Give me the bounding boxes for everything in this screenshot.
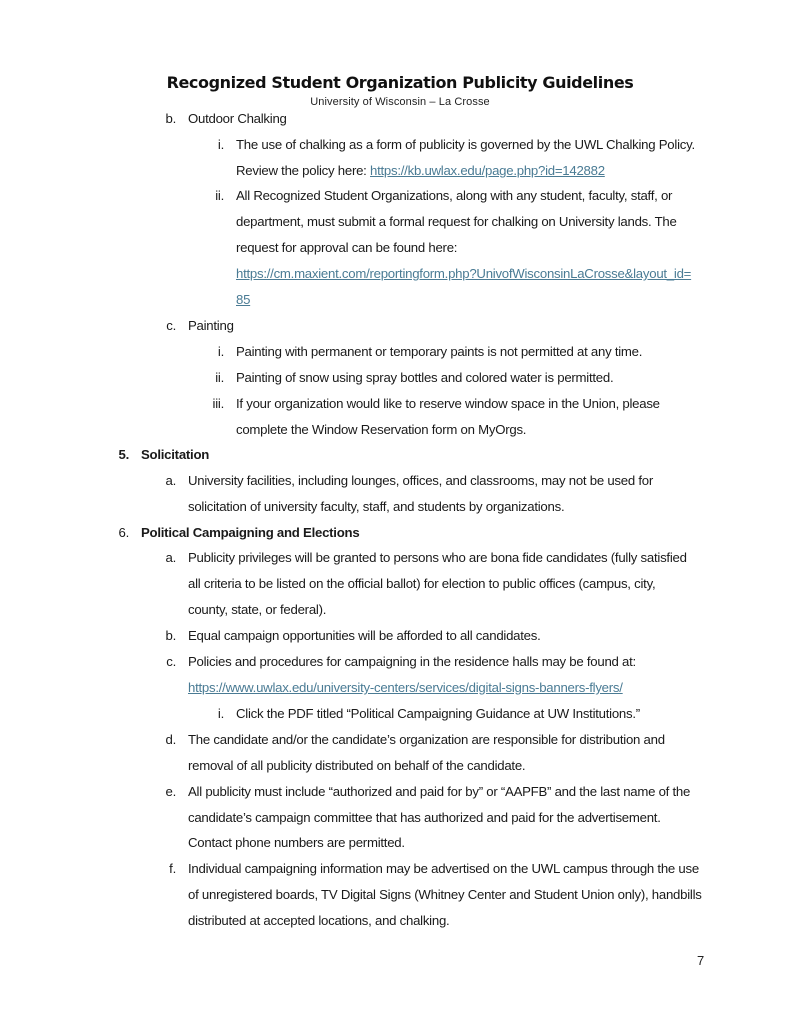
list-item-text: removal of all publicity distributed on behalf of the candidate.: [188, 758, 526, 773]
list-item-text: Individual campaigning information may be advertised on the UWL campus through the use: [188, 861, 699, 876]
campaigning-policies-link[interactable]: https://www.uwlax.edu/university-centers/services/digital-signs-banners-flyers/: [188, 680, 623, 695]
list-item-text: of unregistered boards, TV Digital Signs (Whitney Center and Student Union only), handbills: [188, 887, 702, 902]
list-item-text: request for approval can be found here:: [236, 240, 458, 255]
list-marker: b.: [165, 628, 176, 643]
list-item-text: Policies and procedures for campaigning in the residence halls may be found at:: [188, 654, 636, 669]
section-heading-outdoor-chalking: Outdoor Chalking: [188, 111, 287, 126]
section-heading-solicitation: Solicitation: [141, 447, 210, 462]
chalking-request-link-continued[interactable]: 85: [236, 292, 251, 307]
section-number: 5.: [118, 447, 129, 462]
list-marker: iii.: [212, 396, 224, 411]
list-item-text: Painting with permanent or temporary paints is not permitted at any time.: [236, 344, 643, 359]
list-item-text: solicitation of university faculty, staff, and students by organizations.: [188, 499, 565, 514]
chalking-policy-link[interactable]: https://kb.uwlax.edu/page.php?id=142882: [370, 163, 605, 178]
list-item-text: Review the policy here:: [236, 163, 371, 178]
list-item-text: distributed at accepted locations, and chalking.: [188, 913, 450, 928]
list-item-text: [236, 163, 605, 179]
chalking-request-link[interactable]: https://cm.maxient.com/reportingform.php?UnivofWisconsinLaCrosse&layout_id=: [236, 266, 692, 281]
section-number: 6.: [118, 525, 129, 540]
list-marker: i.: [217, 137, 224, 152]
list-marker: i.: [217, 344, 224, 359]
list-marker: ii.: [215, 370, 224, 385]
list-item-text: candidate’s campaign committee that has authorized and paid for the advertisement.: [188, 810, 661, 825]
list-marker: c.: [166, 318, 176, 333]
list-item-text: Painting of snow using spray bottles and colored water is permitted.: [236, 370, 614, 385]
list-item-text: If your organization would like to reserve window space in the Union, please: [236, 396, 660, 411]
list-item-text: Equal campaign opportunities will be afforded to all candidates.: [188, 628, 541, 643]
list-item-text: The candidate and/or the candidate’s organization are responsible for distribution and: [188, 732, 665, 747]
list-marker: f.: [169, 861, 176, 876]
list-marker: a.: [165, 550, 176, 565]
list-marker: i.: [217, 706, 224, 721]
list-item-text: Click the PDF titled “Political Campaigning Guidance at UW Institutions.”: [236, 706, 640, 721]
list-item-text: The use of chalking as a form of publicity is governed by the UWL Chalking Policy.: [236, 137, 695, 152]
list-item-text: Publicity privileges will be granted to persons who are bona fide candidates (fully satisfied: [188, 550, 687, 565]
page-title: Recognized Student Organization Publicity Guidelines: [166, 73, 634, 92]
list-marker: e.: [165, 784, 176, 799]
list-item-text: All publicity must include “authorized and paid for by” or “AAPFB” and the last name of the: [188, 784, 691, 799]
list-item-text: county, state, or federal).: [188, 602, 327, 617]
list-marker: c.: [166, 654, 176, 669]
list-marker: d.: [165, 732, 176, 747]
list-item-text: complete the Window Reservation form on MyOrgs.: [236, 422, 527, 437]
list-item-text: all criteria to be listed on the official ballot) for election to public offices (campus, city,: [188, 576, 656, 591]
list-item-text: All Recognized Student Organizations, along with any student, faculty, staff, or: [236, 188, 673, 203]
list-item-text: University facilities, including lounges, offices, and classrooms, may not be used for: [188, 473, 653, 488]
list-item-text: Contact phone numbers are permitted.: [188, 835, 405, 850]
list-marker: a.: [165, 473, 176, 488]
list-item-text: department, must submit a formal request for chalking on University lands. The: [236, 214, 677, 229]
section-heading-painting: Painting: [188, 318, 234, 333]
list-marker: ii.: [215, 188, 224, 203]
list-marker: b.: [165, 111, 176, 126]
section-heading-political-campaigning: Political Campaigning and Elections: [141, 525, 360, 540]
page-subtitle: University of Wisconsin – La Crosse: [310, 96, 490, 108]
page-number: 7: [697, 953, 704, 968]
